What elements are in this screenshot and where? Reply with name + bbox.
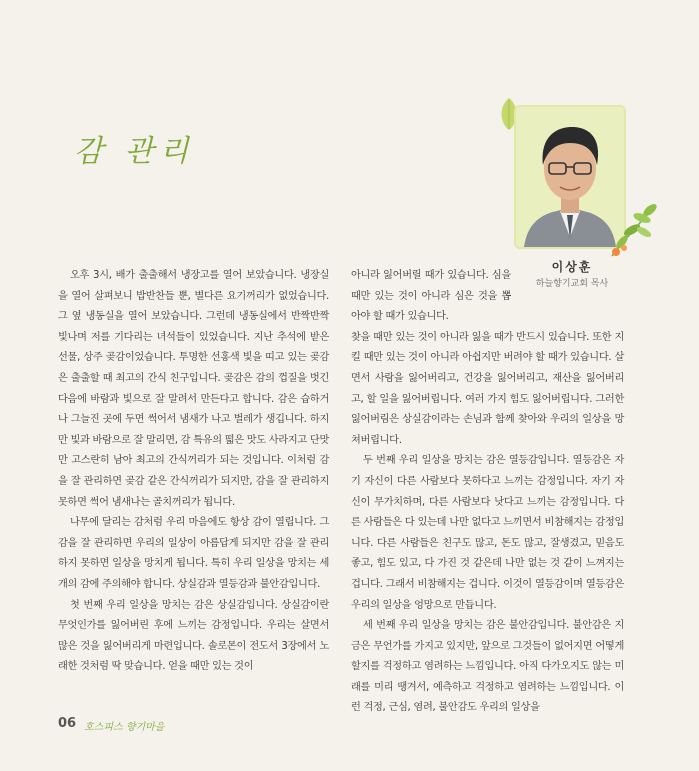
paragraph: 두 번째 우리 일상을 망치는 감은 열등감입니다. 열등감은 자기 자신이 다른 사람보다 못하다고 느끼는 감정입니다. 자기 자신이 무가치하며, 다른 사람보다 낫다고 느끼는 감정입니다. 다른 사람들은 다 있는데 나만 없다고 느끼면서 비참해지는 감정입니다. 다른 사람들은 친구도 많고, 돈도 많고, 잘생겼고, 믿음도 좋고, 힘도 있고, 다 가진 것 같은데 나만 없는 것 같이 느껴지는 겁니다. 그래서 비참해지는 겁니다. 이것이 열등감이며 열등감은 우리의 일상을 엉망으로 만듭니다. bbox=[351, 455, 624, 611]
paragraph: 오후 3시, 배가 출출해서 냉장고를 열어 보았습니다. 냉장실을 열어 살펴보니 밥반찬들 뿐, 별다른 요기꺼리가 없었습니다. 그 옆 냉동실을 열어 보았습니다. 그런데 냉동실에서 반짝반짝 빛나며 저를 기다리는 녀석들이 있었습니다. 지난 추석에 받은 선물, 상주 곶감이었습니다. 투명한 선홍색 빛을 띠고 있는 곶감은 출출할 때 최고의 간식 친구입니다. 곶감은 감의 껍질을 벗긴 다음에 바람과 빛으로 잘 말려서 만든다고 합니다. 감은 습하거나 그늘진 곳에 두면 썩어서 냄새가 나고 벌레가 생깁니다. 하지만 빛과 바람으로 잘 말리면, 감 특유의 떫은 맛도 사라지고 단맛만 고스란히 남아 최고의 간식꺼리가 되는 것입니다. 이처럼 감을 잘 관리하면 곶감 같은 간식꺼리가 되지만, 감을 잘 관리하지 못하면 썩어 냄새나는 골치꺼리가 됩니다. bbox=[58, 270, 329, 508]
branch-icon bbox=[604, 196, 664, 262]
magazine-name: 호스피스 향기마을 bbox=[84, 722, 165, 733]
paragraph: 찾을 때만 있는 것이 아니라 잃을 때가 반드시 있습니다. 또한 지킬 때만 있는 것이 아니라 아쉽지만 버려야 할 때가 있습니다. 살면서 사람을 잃어버리고, 건강을 잃어버리고, 재산을 잃어버리고, 할 일을 잃어버립니다. 여러 가지 힘도 잃어버립니다. 그러한 잃어버림은 상실감이라는 손님과 함께 찾아와 우리의 일상을 망쳐버립니다. bbox=[351, 331, 624, 446]
paragraph: 세 번째 우리 일상을 망치는 감은 불안감입니다. 불안감은 지금은 무언가를 가지고 있지만, 앞으로 그것들이 없어지면 어떻게 할지를 걱정하고 염려하는 느낌입니다. 아직 다가오지도 않는 미래를 미리 땡겨서, 예측하고 걱정하고 염려하는 느낌입니다. 이런 걱정, 근심, 염려, 불안감도 우리의 일상을 bbox=[351, 620, 624, 714]
paragraph: 첫 번째 우리 일상을 망치는 감은 상실감입니다. 상실감이란 무엇인가를 잃어버린 후에 느끼는 감정입니다. 우리는 살면서 많은 것을 잃어버리게 마련입니다. 솔로몬이 전도서 3장에서 노래한 것처럼 딱 맞습니다. 얻을 때만 있는 것이 bbox=[58, 599, 329, 673]
paragraph: 나무에 달리는 감처럼 우리 마음에도 항상 감이 열립니다. 그 감을 잘 관리하면 우리의 일상이 아름답게 되지만 감을 잘 관리하지 못하면 일상을 망치게 됩니다. 특히 우리 일상을 망치는 세 개의 감에 주의해야 합니다. 상실감과 열등감과 불안감입니다. bbox=[58, 517, 329, 590]
article-left-column bbox=[58, 266, 329, 678]
paragraph: 아니라 잃어버릴 때가 있습니다. 심을 때만 있는 것이 아니라 심은 것을 뽑아야 할 때가 있습니다. bbox=[351, 270, 511, 323]
page-title: 감 관리 bbox=[74, 134, 195, 169]
page-number: 06 bbox=[58, 716, 77, 731]
author-name: 이상훈 bbox=[551, 260, 593, 274]
author-role: 하늘향기교회 목사 bbox=[535, 279, 609, 289]
article-right-column bbox=[351, 266, 624, 719]
